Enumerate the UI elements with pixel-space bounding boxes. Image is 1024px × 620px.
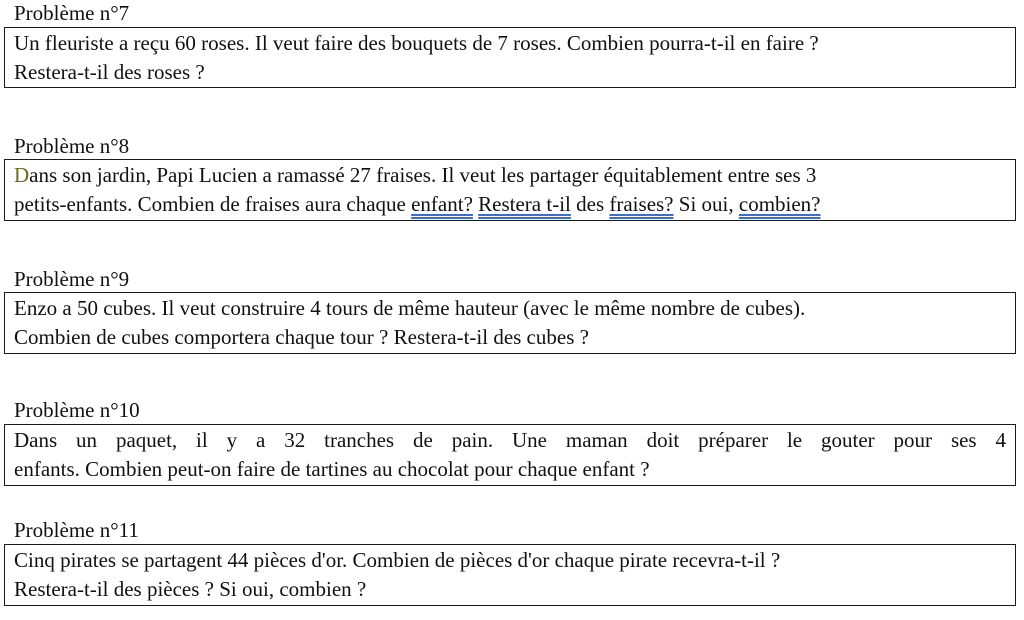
problem-9-box <box>4 292 1016 354</box>
problem-7-line-1: Un fleuriste a reçu 60 roses. Il veut faire des bouquets de 7 roses. Combien pourra-t-il en faire ? <box>14 31 819 55</box>
problem-8-line-2 <box>14 190 1006 219</box>
problem-10-box <box>4 424 1016 486</box>
grammar-flag-enfant[interactable]: enfant? <box>411 192 473 216</box>
problem-11-line-2: Restera-t-il des pièces ? Si oui, combien ? <box>14 577 367 601</box>
grammar-flag-fraises[interactable]: fraises? <box>609 192 674 216</box>
grammar-flag-restera[interactable]: Restera t-il <box>478 192 571 216</box>
problem-7-line-2: Restera-t-il des roses ? <box>14 60 205 84</box>
problem-8-text-g: Si oui, <box>673 192 739 216</box>
problem-11-line-1: Cinq pirates se partagent 44 pièces d'or. Combien de pièces d'or chaque pirate recevra-t-il ? <box>14 548 781 572</box>
problem-10-title: Problème n°10 <box>14 398 140 422</box>
problem-8-title: Problème n°8 <box>14 134 130 158</box>
problem-9-title: Problème n°9 <box>14 267 130 291</box>
problem-8-line-1 <box>14 161 1006 190</box>
problem-7-title: Problème n°7 <box>14 1 130 25</box>
problem-8-first-letter: D <box>14 163 30 187</box>
problem-8-text-a: petits-enfants. Combien de fraises aura chaque <box>14 192 412 216</box>
problem-9-line-1: Enzo a 50 cubes. Il veut construire 4 tours de même hauteur (avec le même nombre de cubes). <box>14 296 806 320</box>
problem-8-box <box>4 159 1016 221</box>
problem-9-line-2: Combien de cubes comportera chaque tour ? Restera-t-il des cubes ? <box>14 325 589 349</box>
problem-10-line-2: enfants. Combien peut-on faire de tartines au chocolat pour chaque enfant ? <box>14 457 650 481</box>
grammar-flag-combien[interactable]: combien? <box>738 192 821 216</box>
problem-7-box <box>4 27 1016 88</box>
problem-8-text-e: des <box>570 192 610 216</box>
problem-11-title: Problème n°11 <box>14 518 139 542</box>
problem-8-line-1-text: ans son jardin, Papi Lucien a ramassé 27 fraises. Il veut les partager équitablement entre ses 3 <box>29 163 817 187</box>
problem-10-line-1: Dans un paquet, il y a 32 tranches de pain. Une maman doit préparer le gouter pour ses 4 <box>14 428 1006 452</box>
problem-11-box <box>4 544 1016 606</box>
